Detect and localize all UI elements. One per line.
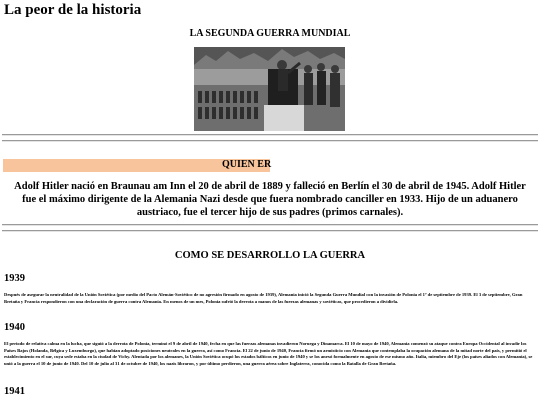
divider bbox=[2, 224, 538, 226]
divider bbox=[2, 230, 538, 232]
divider bbox=[2, 140, 538, 142]
year-paragraph-1940: El periodo de relativa calma en la lucha, que siguió a la derrota de Polonia, terminó el 9 de abril de 1940, fecha en que las fuerzas alemanas invadieron Noruega y Dinamarca. El 10 de mayo de 1940, Alemania comenzó su ataque contra Europa Occidental al invadir los Países Bajos (Holanda, Bélgica y Luxemburgo), que habían adoptado posiciones neutrales en la guerra, así como Francia. El 22 de junio de 1940, Francia firmó un armisticio con Alemania que contemplaba la ocupación alemana de la mitad norte del país, y permitió el establecimiento en el sur, cuya sede estaba en la ciudad de Vichy. Alentada por los alemanes, la Unión Soviética ocupó los estados bálticos en junio de 1940 y se los anexó formalmente en agosto de ese mismo año. Italia, miembro del Eje (los países aliados con Alemania), se unió a la guerra el 10 de junio de 1940. Del 10 de julio al 31 de octubre de 1940, los nazis libraron, y por último perdieron, una guerra aérea sobre Inglaterra, conocida como la Batalla de Gran Bretaña. bbox=[4, 341, 533, 366]
year-heading-1941: 1941 bbox=[4, 386, 25, 397]
historical-photo bbox=[194, 47, 345, 131]
divider bbox=[2, 134, 538, 136]
year-heading-1939: 1939 bbox=[4, 273, 25, 284]
intro-paragraph: Adolf Hitler nació en Braunau am Inn el 20 de abril de 1889 y falleció en Berlín el 30 de abril de 1945. Adolf Hitler fue el máximo dirigente de la Alemania Nazi desde que fuera nombrado canciller en 1933. Hijo de un aduanero austriaco, fue el tercer hijo de sus padres (primos carnales). bbox=[14, 181, 526, 218]
photo-illustration bbox=[194, 47, 345, 131]
page-header-title: LA SEGUNDA GUERRA MUNDIAL bbox=[189, 28, 351, 39]
war-section-title: COMO SE DESARROLLO LA GUERRA bbox=[174, 250, 366, 261]
year-paragraph-1939: Después de asegurar la neutralidad de la Unión Soviética (por medio del Pacto Alemán-Soviético de no agresión firmado en agosto de 1939), Alemania inició la Segunda Guerra Mundial con la invasión de Polonia el 1º de septiembre de 1939. El 3 de septiembre, Gran Bretaña y Francia respondieron con una declaración de guerra contra Alemania. En menos de un mes, Polonia sufrió la derrota a manos de las fuerzas alemanas y soviéticas, que procedieron a dividirla. bbox=[4, 292, 523, 304]
site-title: La peor de la historia bbox=[4, 2, 142, 18]
section-heading-quien-er: QUIEN ER bbox=[222, 159, 272, 170]
year-heading-1940: 1940 bbox=[4, 322, 25, 333]
